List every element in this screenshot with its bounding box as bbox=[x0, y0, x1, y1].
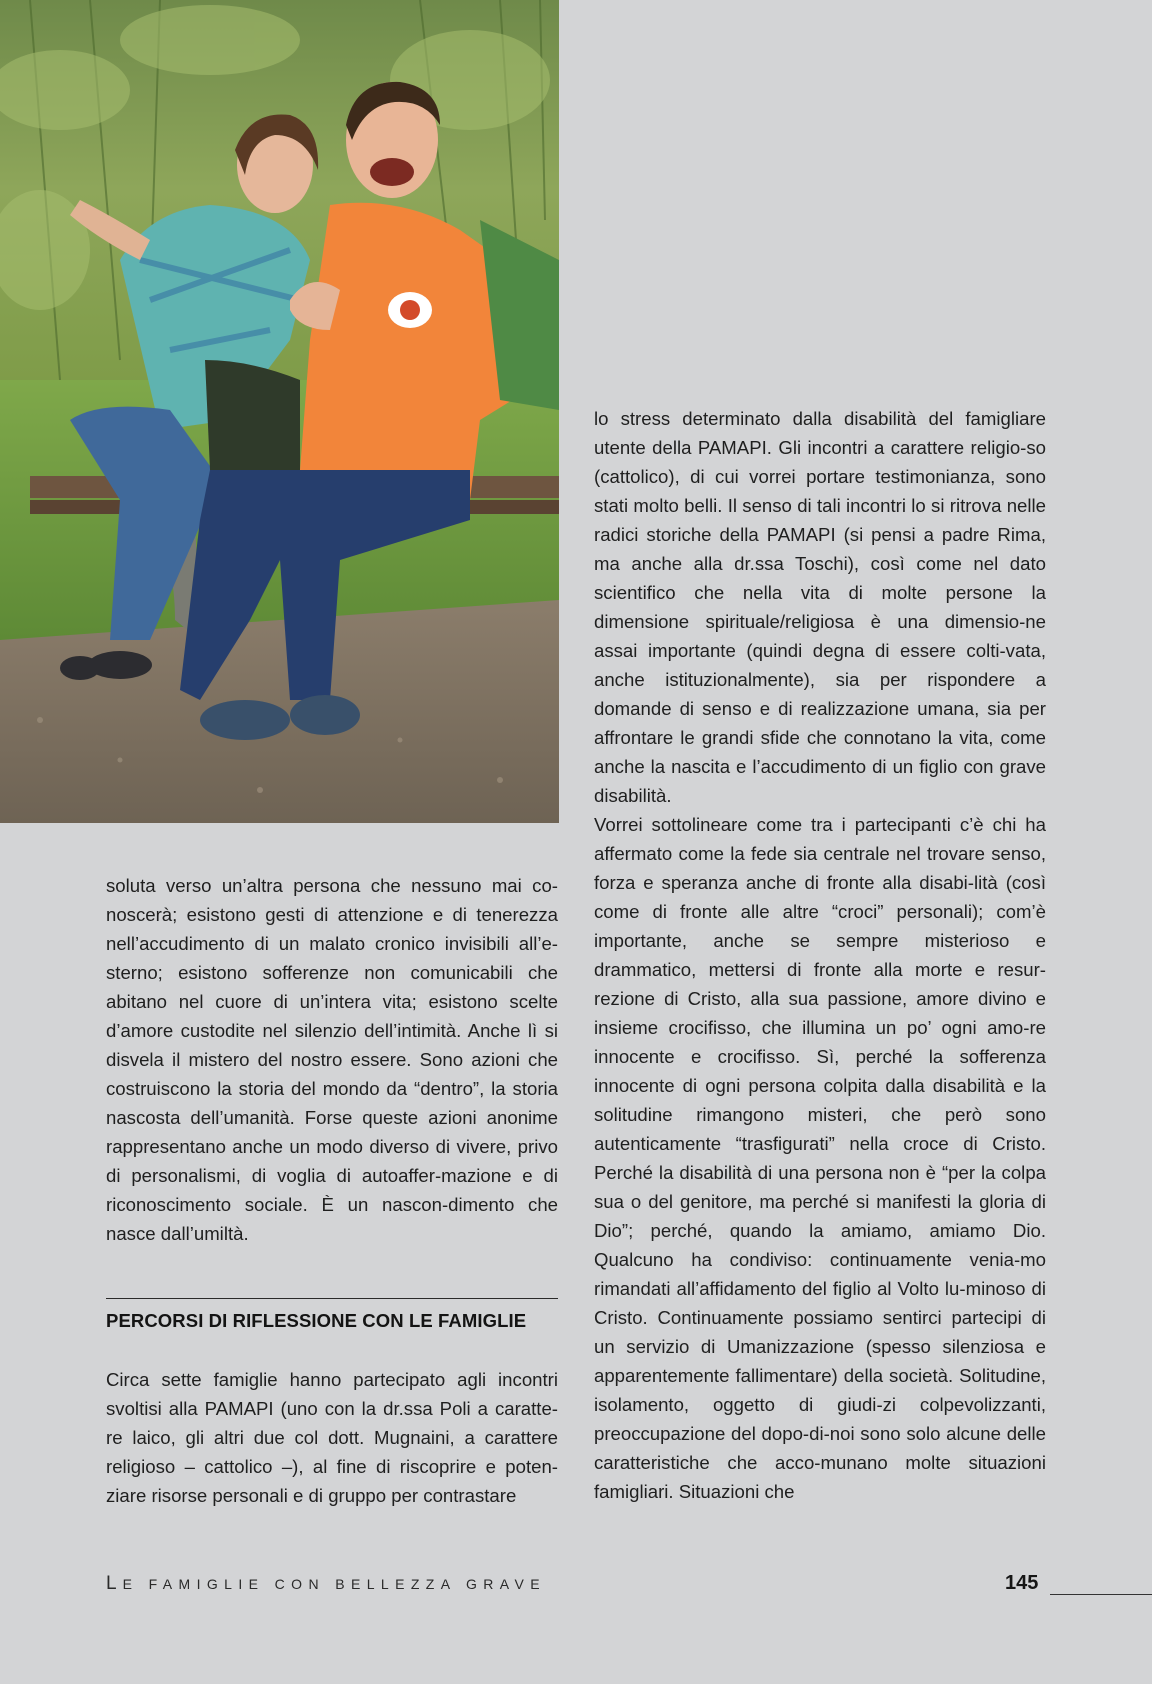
left-column-bottom bbox=[106, 1365, 558, 1510]
page-number-rule bbox=[1050, 1594, 1152, 1595]
left-column-top bbox=[106, 871, 558, 1248]
right-paragraph-1: lo stress determinato dalla disabilità del famigliare utente della PAMAPI. Gli incontri a carattere religio-so (cattolico), di cui vorrei portare testimonianza, sono stati molto belli. Il senso di tali incontri lo si ritrova nelle radici storiche della PAMAPI (si pensi a padre Rima, ma anche alla dr.ssa Toschi), così come nel dato scientifico che nella vita di molte persone la dimensione spirituale/religiosa è una dimensio-ne assai importante (quindi degna di essere colti-vata, anche istituzionalmente), sia per rispondere a domande di senso e di realizzazione umana, sia per affrontare le grandi sfide che connotano la vita, come anche la nascita e l’accudimento di un figlio con grave disabilità. bbox=[594, 408, 1046, 806]
right-paragraph-2: Vorrei sottolineare come tra i partecipanti c’è chi ha affermato come la fede sia centrale nel trovare senso, forza e speranza anche di fronte alla disabi-lità (così come di fronte alle altre “croci” personali); com’è importante, anche se sempre misterioso e drammatico, mettersi di fronte alla morte e resur-rezione di Cristo, alla sua passione, amore divino e insieme crocifisso, che illumina un po’ ogni amo-re innocente e crocifisso. Sì, perché la sofferenza innocente di ogni persona colpita dalla disabilità e la solitudine rimangono misteri, che però sono autenticamente “trasfigurati” nella croce di Cristo. Perché la disabilità di una persona non è “per la colpa sua o del genitore, ma perché si manifesti la gloria di Dio”; perché, quando la amiamo, amiamo Dio. Qualcuno ha condiviso: continuamente venia-mo rimandati all’affidamento del figlio al Volto lu-minoso di Cristo. Continuamente possiamo sentirci partecipi di un servizio di Umanizzazione (spesso silenziosa e apparentemente fallimentare) della società. Solitudine, isolamento, oggetto di giudi-zi colpevolizzanti, preoccupazione del dopo-di-noi sono solo alcune delle caratteristiche che acco-munano molte situazioni famigliari. Situazioni che bbox=[594, 814, 1046, 1502]
section-heading: PERCORSI DI RIFLESSIONE CON LE FAMIGLIE bbox=[106, 1310, 527, 1331]
photo-illustration bbox=[0, 0, 559, 823]
page-number: 145 bbox=[1005, 1572, 1039, 1594]
section-divider bbox=[106, 1298, 558, 1299]
article-photo bbox=[0, 0, 559, 823]
running-head-initial: L bbox=[106, 1573, 123, 1594]
left-paragraph-1: soluta verso un’altra persona che nessuno mai co-noscerà; esistono gesti di attenzione e di tenerezza nell’accudimento di un malato cronico invisibili all’e-sterno; esistono sofferenze non comunicabili che abitano nel cuore di un’intera vita; esistono scelte d’amore custodite nel silenzio dell’intimità. Anche lì si disvela il mistero del nostro essere. Sono azioni che costruiscono la storia del mondo da “dentro”, la storia nascosta dell’umanità. Forse queste azioni anonime rappresentano anche un modo diverso di vivere, privo di personalismi, di voglia di autoaffer-mazione e di riconoscimento sociale. È un nascon-dimento che nasce dall’umiltà. bbox=[106, 875, 558, 1244]
left-paragraph-2: Circa sette famiglie hanno partecipato agli incontri svoltisi alla PAMAPI (uno con la dr.ssa Poli a caratte-re laico, gli altri due col dott. Mugnaini, a carattere religioso – cattolico –), al fine di riscoprire e poten-ziare risorse personali e di gruppo per contrastare bbox=[106, 1369, 558, 1506]
right-column bbox=[594, 404, 1046, 1506]
running-head bbox=[106, 1573, 546, 1595]
running-head-text: E FAMIGLIE CON BELLEZZA GRAVE bbox=[122, 1576, 546, 1592]
